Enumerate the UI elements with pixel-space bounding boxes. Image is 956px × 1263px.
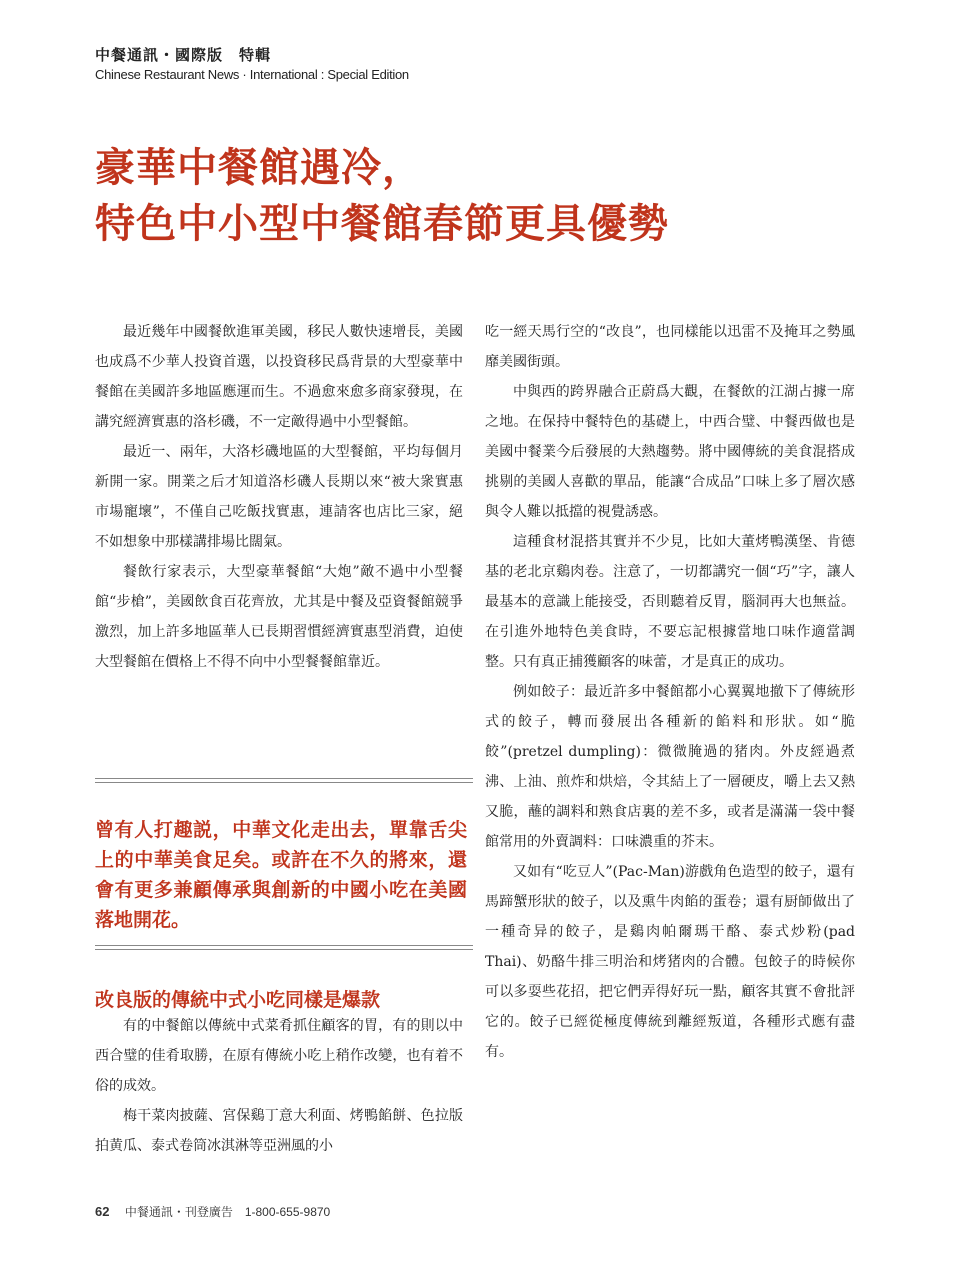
- article-title-line-1: 豪華中餐館遇冷，: [95, 145, 423, 191]
- right-column: [485, 317, 855, 1067]
- pull-quote: 曾有人打趣説，中華文化走出去，單靠舌尖上的中華美食足矣。或許在不久的將來，還會有更多兼顧傳承與創新的中國小吃在美國落地開花。: [95, 819, 467, 931]
- article-title: [95, 140, 895, 252]
- left-column-bottom: [95, 1011, 463, 1161]
- body-paragraph: 最近幾年中國餐飲進軍美國，移民人數快速增長，美國也成爲不少華人投資首選，以投資移民爲背景的大型豪華中餐館在美國許多地區應運而生。不過愈來愈多商家發現，在講究經濟實惠的洛杉磯，不一定敵得過中小型餐館。: [95, 324, 463, 430]
- body-paragraph: 例如餃子：最近許多中餐館都小心翼翼地撤下了傳統形式的餃子，轉而發展出各種新的餡料和形狀。如“脆餃”(pretzel dumpling)：微微腌過的猪肉。外皮經過煮沸、上油、煎炸和烘焙，令其結上了一層硬皮，嚼上去又熱又脆，蘸的調料和熟食店裏的差不多，或者是滿滿一袋中餐館常用的外賣調料：口味濃重的芥末。: [485, 684, 855, 850]
- body-paragraph: 梅干菜肉披薩、宮保鷄丁意大利面、烤鴨餡餅、色拉版拍黄瓜、泰式卷筒冰淇淋等亞洲風的小: [95, 1108, 463, 1154]
- article-title-line-2: 特色中小型中餐館春節更具優勢: [95, 201, 669, 247]
- body-paragraph: 這種食材混搭其實并不少見，比如大董烤鴨漢堡、肯德基的老北京鷄肉卷。注意了，一切都講究一個“巧”字，讓人最基本的意識上能接受，否則聽着反胃，腦洞再大也無益。在引進外地特色美食時，不要忘記根據當地口味作適當調整。只有真正捕獲顧客的味蕾，才是真正的成功。: [485, 534, 855, 670]
- body-paragraph-continuation: 吃一經天馬行空的“改良”，也同樣能以迅雷不及掩耳之勢風靡美國街頭。: [485, 324, 855, 370]
- body-paragraph: 中與西的跨界融合正蔚爲大觀，在餐飲的江湖占據一席之地。在保持中餐特色的基礎上，中西合璧、中餐西做也是美國中餐業今后發展的大熱趨勢。將中國傳統的美食混搭成挑剔的美國人喜歡的單品，能讓“合成品”口味上多了層次感與令人難以抵擋的視覺誘惑。: [485, 384, 855, 520]
- left-column-top: [95, 317, 463, 677]
- body-paragraph: 最近一、兩年，大洛杉磯地區的大型餐館，平均每個月新開一家。開業之后才知道洛杉磯人長期以來“被大衆實惠市場寵壞”，不僅自己吃飯找實惠，連請客也店比三家，絕不如想象中那樣講排場比闊氣。: [95, 444, 463, 550]
- masthead: [95, 44, 409, 82]
- page-number: 62: [95, 1204, 110, 1219]
- body-paragraph: 又如有“吃豆人”(Pac-Man)游戲角色造型的餃子，還有馬蹄蟹形狀的餃子，以及熏牛肉餡的蛋卷；還有厨師做出了一種奇异的餃子，是鷄肉帕爾瑪干酪、泰式炒粉(pad Thai)、奶酪牛排三明治和烤猪肉的合體。包餃子的時候你可以多耍些花招，把它們弄得好玩一點，顧客其實不會批評它的。餃子已經從極度傳統到離經叛道，各種形式應有盡有。: [485, 864, 855, 1060]
- pull-quote-bottom-rule: [95, 945, 473, 950]
- section-subhead: 改良版的傳統中式小吃同樣是爆款: [95, 989, 381, 1011]
- masthead-chinese: 中餐通訊・國際版 特輯: [95, 46, 272, 64]
- footer-text: 中餐通訊・刊登廣告 1-800-655-9870: [124, 1205, 331, 1219]
- page-footer: [95, 1203, 330, 1220]
- pull-quote-top-rule: [95, 778, 473, 783]
- body-paragraph: 有的中餐館以傳統中式菜肴抓住顧客的胃，有的則以中西合璧的佳肴取勝，在原有傳統小吃上稍作改變，也有着不俗的成效。: [95, 1018, 463, 1094]
- body-paragraph: 餐飲行家表示，大型豪華餐館“大炮”敵不過中小型餐館“步槍”，美國飲食百花齊放，尤其是中餐及亞資餐館競爭激烈，加上許多地區華人已長期習慣經濟實惠型消費，迫使大型餐館在價格上不得不向中小型餐餐館靠近。: [95, 564, 463, 670]
- masthead-english: Chinese Restaurant News · International : Special Edition: [95, 67, 409, 82]
